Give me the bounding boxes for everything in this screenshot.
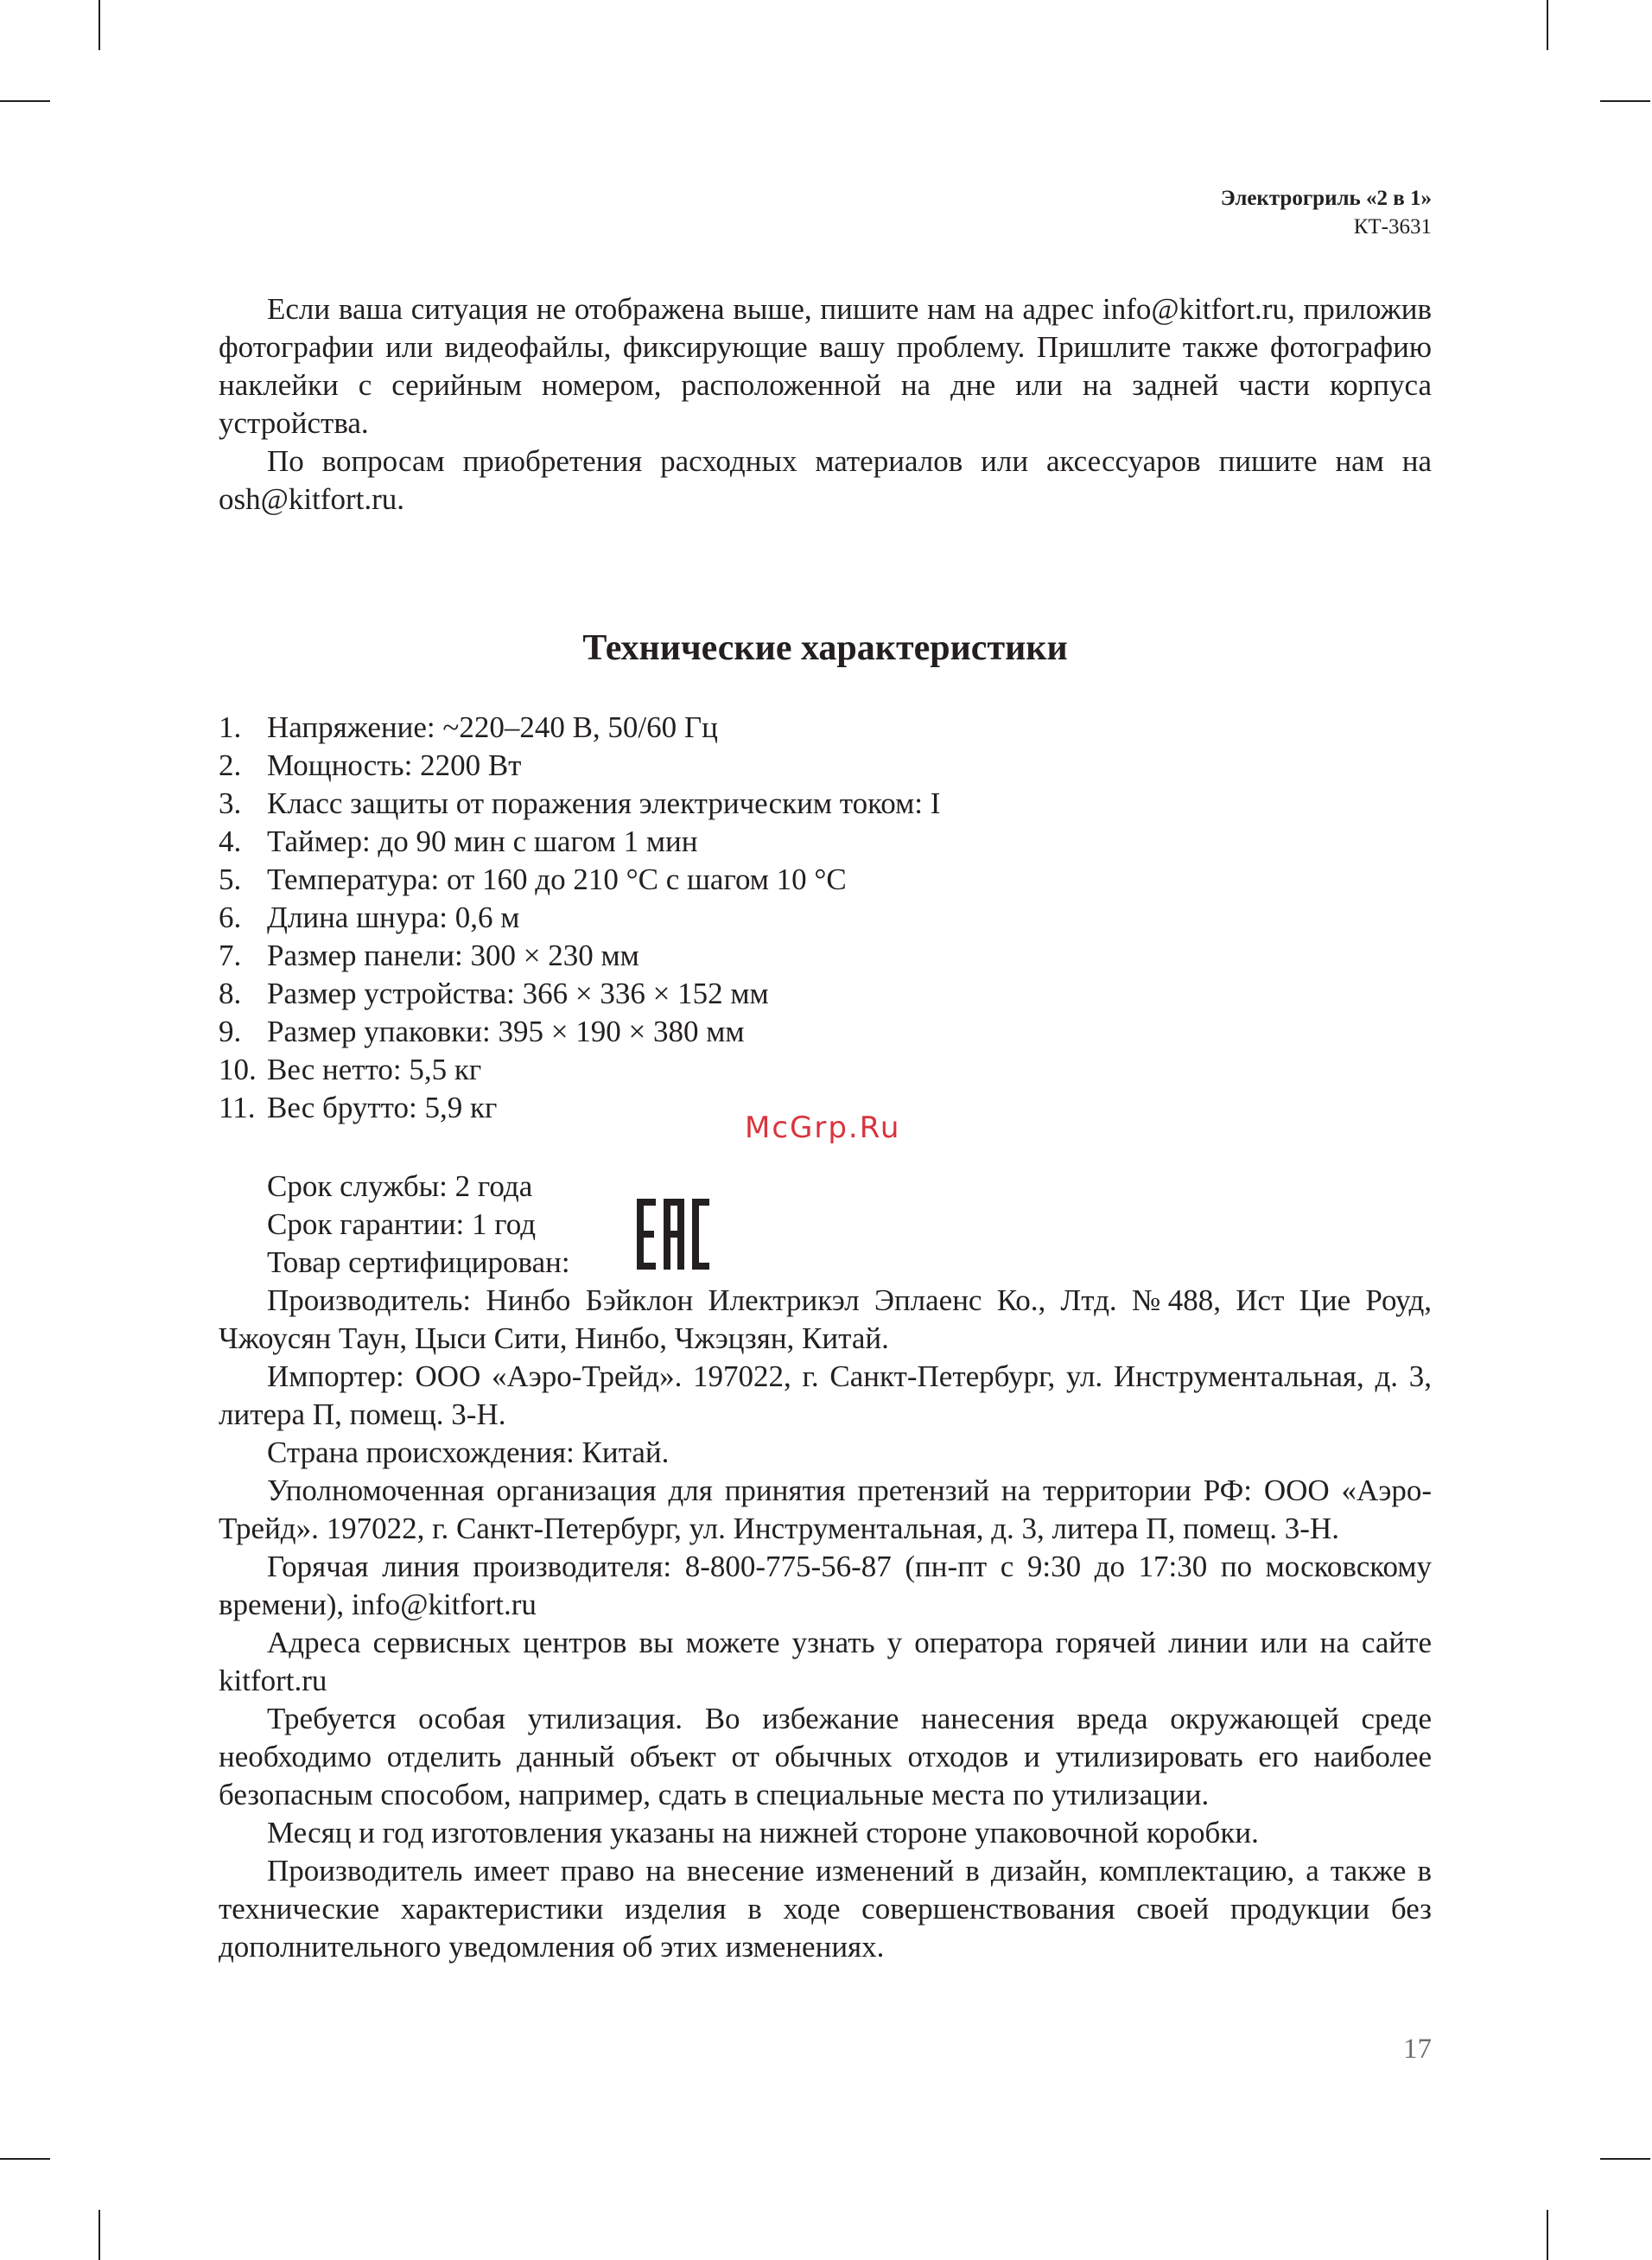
hotline: Горячая линия производителя: 8-800-775-56-87 (пн-пт с 9:30 до 17:30 по московскому времени), info@kitfort.ru bbox=[219, 1550, 1432, 1621]
item-number: 2. bbox=[219, 748, 242, 782]
model-number: КТ-3631 bbox=[1353, 215, 1432, 239]
item-text: Таймер: до 90 мин с шагом 1 мин bbox=[267, 824, 698, 858]
authorized-organization: Уполномоченная организация для принятия претензий на территории РФ: ООО «Аэро-Трейд». 197022, г. Санкт-Петербург, ул. Инструментальная, д. 3, литера П, помещ. 3-Н. bbox=[219, 1474, 1432, 1545]
list-item bbox=[219, 1051, 1432, 1089]
item-text: Размер упаковки: 395 × 190 × 380 мм bbox=[267, 1015, 745, 1048]
info-section bbox=[219, 1168, 1432, 1966]
item-text: Вес брутто: 5,9 кг bbox=[267, 1091, 498, 1124]
intro-section bbox=[219, 290, 1432, 519]
list-item bbox=[219, 747, 1432, 785]
manufacture-date-note: Месяц и год изготовления указаны на нижней стороне упаковочной коробки. bbox=[267, 1816, 1259, 1849]
list-item bbox=[219, 823, 1432, 861]
list-item bbox=[219, 899, 1432, 937]
item-text: Размер устройства: 366 × 336 × 152 мм bbox=[267, 977, 769, 1010]
item-number: 6. bbox=[219, 901, 242, 934]
list-item bbox=[219, 975, 1432, 1013]
crop-mark bbox=[1547, 0, 1548, 50]
item-number: 5. bbox=[219, 863, 242, 896]
importer: Импортер: ООО «Аэро-Трейд». 197022, г. Санкт-Петербург, ул. Инструментальная, д. 3, литера П, помещ. 3-Н. bbox=[219, 1359, 1432, 1431]
crop-mark bbox=[0, 2158, 50, 2160]
crop-mark bbox=[1600, 2158, 1650, 2160]
item-text: Класс защиты от поражения электрическим током: I bbox=[267, 786, 941, 820]
item-number: 3. bbox=[219, 786, 242, 820]
service-centers: Адреса сервисных центров вы можете узнать у оператора горячей линии или на сайте kitfort.ru bbox=[219, 1626, 1432, 1697]
crop-mark bbox=[1547, 2210, 1548, 2260]
item-text: Длина шнура: 0,6 м bbox=[267, 901, 520, 934]
changes-disclaimer: Производитель имеет право на внесение изменений в дизайн, комплектацию, а также в технические характеристики изделия в ходе совершенствования своей продукции без дополнительного уведомления об этих изменениях. bbox=[219, 1854, 1432, 1964]
item-text: Мощность: 2200 Вт bbox=[267, 748, 522, 782]
watermark-link[interactable]: McGrp.Ru bbox=[745, 1111, 901, 1145]
item-text: Напряжение: ~220–240 В, 50/60 Гц bbox=[267, 710, 718, 744]
section-title: Технические характеристики bbox=[582, 628, 1068, 668]
item-text: Температура: от 160 до 210 °C с шагом 10 °C bbox=[267, 863, 847, 896]
list-item bbox=[219, 709, 1432, 747]
crop-mark bbox=[98, 2210, 100, 2260]
warranty: Срок гарантии: 1 год bbox=[267, 1207, 537, 1241]
item-number: 1. bbox=[219, 710, 242, 744]
list-item bbox=[219, 1013, 1432, 1051]
list-item bbox=[219, 785, 1432, 823]
crop-mark bbox=[0, 100, 50, 102]
item-number: 4. bbox=[219, 824, 242, 858]
certified-label: Товар сертифицирован: bbox=[267, 1245, 570, 1279]
running-header bbox=[1221, 184, 1432, 241]
intro-paragraph: По вопросам приобретения расходных материалов или аксессуаров пишите нам на osh@kitfort.ru. bbox=[219, 444, 1432, 516]
disposal-notice: Требуется особая утилизация. Во избежание нанесения вреда окружающей среде необходимо отделить данный объект от обычных отходов и утилизировать его наиболее безопасным способом, например, сдать в специальные места по утилизации. bbox=[219, 1702, 1432, 1811]
service-life: Срок службы: 2 года bbox=[267, 1169, 533, 1203]
specs-list bbox=[219, 709, 1432, 1127]
item-number: 7. bbox=[219, 939, 242, 972]
list-item bbox=[219, 937, 1432, 975]
country-of-origin: Страна происхождения: Китай. bbox=[267, 1436, 670, 1469]
item-text: Вес нетто: 5,5 кг bbox=[267, 1053, 482, 1086]
page-number: 17 bbox=[1403, 2034, 1432, 2065]
item-number: 10. bbox=[219, 1053, 257, 1086]
item-number: 8. bbox=[219, 977, 242, 1010]
item-text: Размер панели: 300 × 230 мм bbox=[267, 939, 639, 972]
crop-mark bbox=[1600, 100, 1650, 102]
product-name: Электрогриль «2 в 1» bbox=[1220, 187, 1432, 210]
item-number: 9. bbox=[219, 1015, 242, 1048]
crop-mark bbox=[98, 0, 100, 50]
item-number: 11. bbox=[219, 1091, 256, 1124]
list-item bbox=[219, 861, 1432, 899]
intro-paragraph: Если ваша ситуация не отображена выше, пишите нам на адрес info@kitfort.ru, приложив фотографии или видеофайлы, фиксирующие вашу проблему. Пришлите также фотографию наклейки с серийным номером, расположенной на дне или на задней части корпуса устройства. bbox=[219, 292, 1432, 440]
manufacturer: Производитель: Нинбо Бэйклон Илектрикэл Эплаенс Ко., Лтд. №488, Ист Цие Роуд, Чжоусян Таун, Цыси Сити, Нинбо, Чжэцзян, Китай. bbox=[219, 1283, 1432, 1355]
eac-certification-icon bbox=[637, 1199, 709, 1270]
